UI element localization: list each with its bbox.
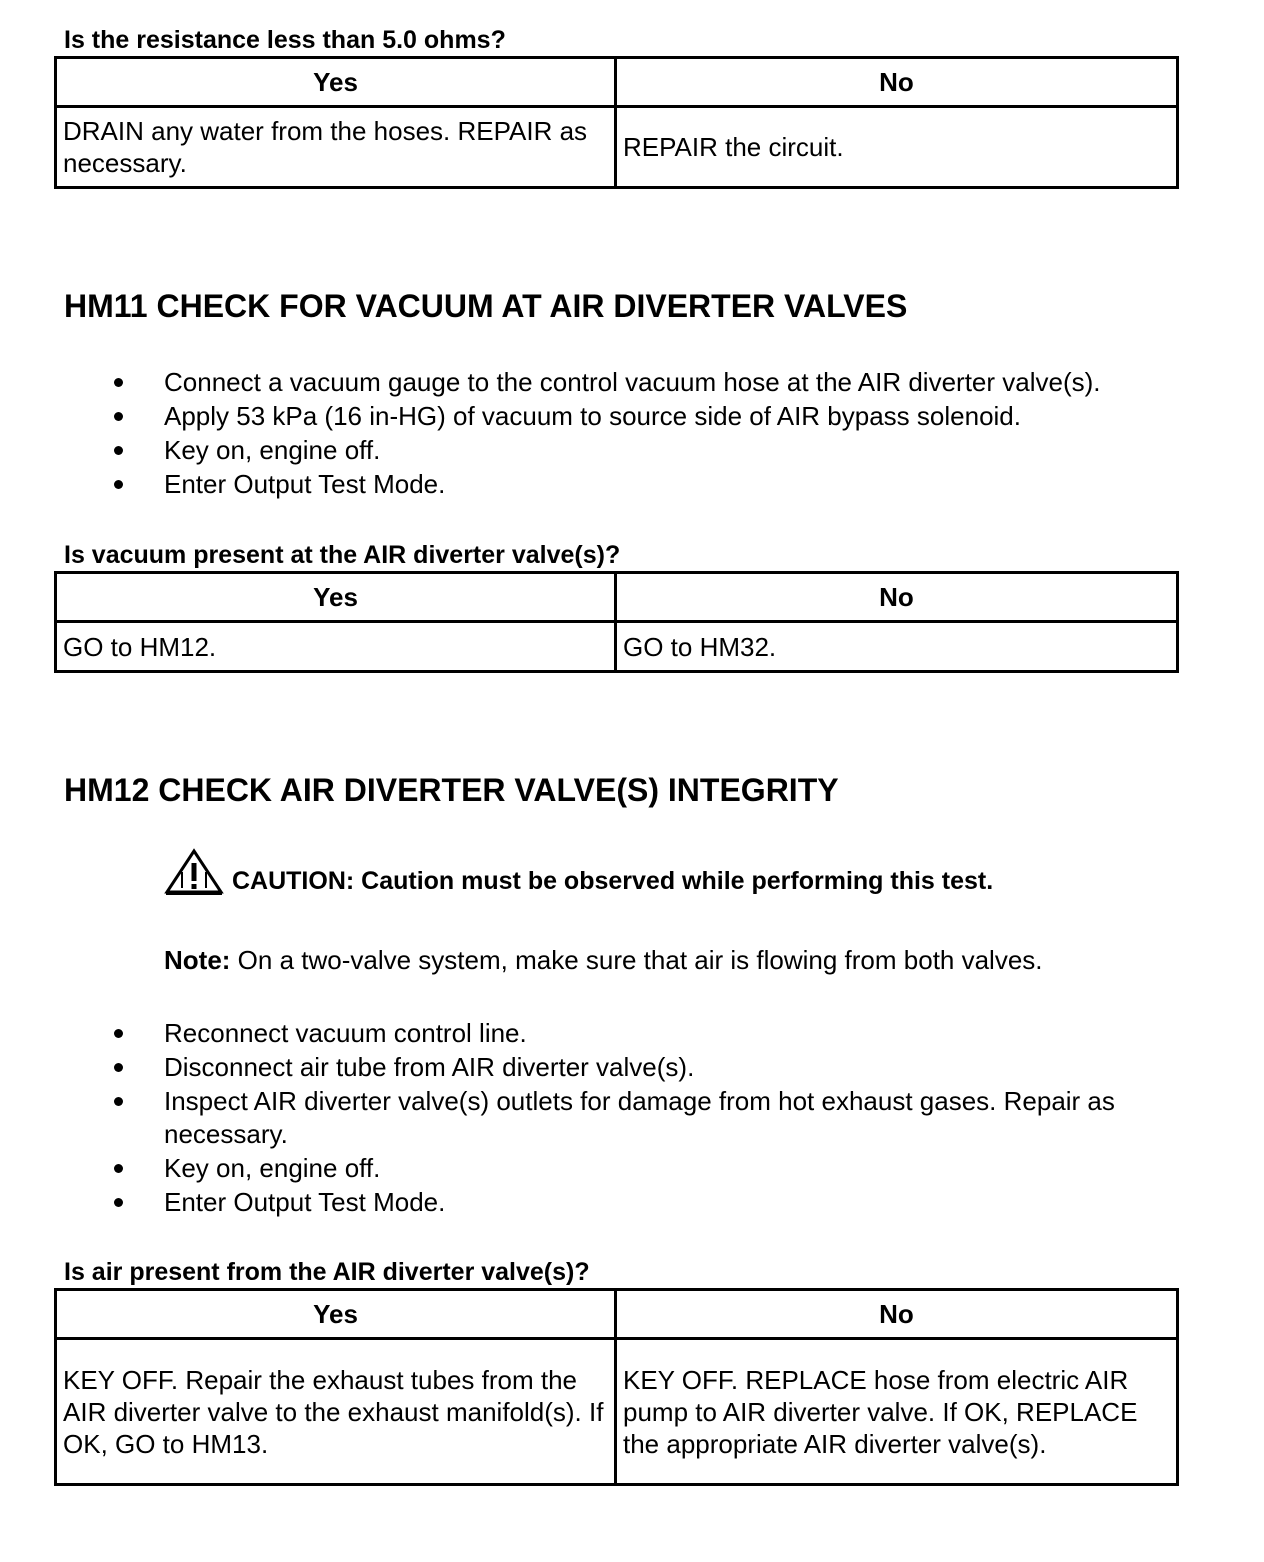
step-text: Connect a vacuum gauge to the control vacuum hose at the AIR diverter valve(s). <box>164 367 1101 397</box>
bullet-icon <box>114 1198 123 1207</box>
hm11-steps-list <box>0 366 1264 502</box>
warning-triangle-icon <box>164 848 224 896</box>
hm11-result-table <box>54 571 1179 673</box>
table-row <box>56 1339 1178 1485</box>
hm12-question: Is air present from the AIR diverter valve(s)? <box>64 1258 590 1286</box>
note-label: Note: <box>164 945 231 975</box>
bullet-icon <box>114 378 123 387</box>
caution-text: CAUTION: Caution must be observed while performing this test. <box>232 867 994 895</box>
table-row <box>56 107 1178 188</box>
step-text: Apply 53 kPa (16 in-HG) of vacuum to source side of AIR bypass solenoid. <box>164 401 1021 431</box>
step-text: Disconnect air tube from AIR diverter valve(s). <box>164 1052 695 1082</box>
no-column-header: No <box>616 573 1178 622</box>
yes-column-header: Yes <box>56 573 616 622</box>
list-item <box>0 400 1264 433</box>
table-header-row <box>56 573 1178 622</box>
bullet-icon <box>114 1063 123 1072</box>
list-item <box>0 468 1264 501</box>
yes-action-cell: GO to HM12. <box>56 622 616 672</box>
caution-notice <box>164 848 993 896</box>
bullet-icon <box>114 1164 123 1173</box>
yes-action-cell: DRAIN any water from the hoses. REPAIR as necessary. <box>56 107 616 188</box>
step-text: Enter Output Test Mode. <box>164 469 446 499</box>
step-text: Key on, engine off. <box>164 1153 381 1183</box>
hm11-heading: HM11 CHECK FOR VACUUM AT AIR DIVERTER VALVES <box>64 288 908 324</box>
yes-column-header: Yes <box>56 1290 616 1339</box>
list-item <box>0 1017 1264 1050</box>
yes-action-cell: KEY OFF. Repair the exhaust tubes from the AIR diverter valve to the exhaust manifold(s). If OK, GO to HM13. <box>56 1339 616 1485</box>
list-item <box>0 1186 1264 1219</box>
note-paragraph <box>164 943 1043 977</box>
list-item <box>0 434 1264 467</box>
no-action-cell: REPAIR the circuit. <box>616 107 1178 188</box>
no-action-cell: GO to HM32. <box>616 622 1178 672</box>
list-item <box>0 1085 1264 1151</box>
hm12-steps-list <box>0 1017 1264 1220</box>
step-text: Reconnect vacuum control line. <box>164 1018 527 1048</box>
bullet-icon <box>114 480 123 489</box>
table-header-row <box>56 58 1178 107</box>
bullet-icon <box>114 412 123 421</box>
bullet-icon <box>114 1097 123 1106</box>
bullet-icon <box>114 1029 123 1038</box>
hm11-question: Is vacuum present at the AIR diverter valve(s)? <box>64 541 621 569</box>
no-action-cell: KEY OFF. REPLACE hose from electric AIR pump to AIR diverter valve. If OK, REPLACE the appropriate AIR diverter valve(s). <box>616 1339 1178 1485</box>
list-item <box>0 1152 1264 1185</box>
resistance-question: Is the resistance less than 5.0 ohms? <box>64 26 506 54</box>
table-header-row <box>56 1290 1178 1339</box>
list-item <box>0 366 1264 399</box>
note-text: On a two-valve system, make sure that air is flowing from both valves. <box>230 945 1043 975</box>
list-item <box>0 1051 1264 1084</box>
yes-column-header: Yes <box>56 58 616 107</box>
step-text: Inspect AIR diverter valve(s) outlets for damage from hot exhaust gases. Repair as necessary. <box>164 1086 1115 1149</box>
table-row <box>56 622 1178 672</box>
no-column-header: No <box>616 58 1178 107</box>
resistance-result-table <box>54 56 1179 189</box>
hm12-heading: HM12 CHECK AIR DIVERTER VALVE(S) INTEGRITY <box>64 772 839 808</box>
step-text: Key on, engine off. <box>164 435 381 465</box>
hm12-result-table <box>54 1288 1179 1486</box>
step-text: Enter Output Test Mode. <box>164 1187 446 1217</box>
bullet-icon <box>114 446 123 455</box>
no-column-header: No <box>616 1290 1178 1339</box>
